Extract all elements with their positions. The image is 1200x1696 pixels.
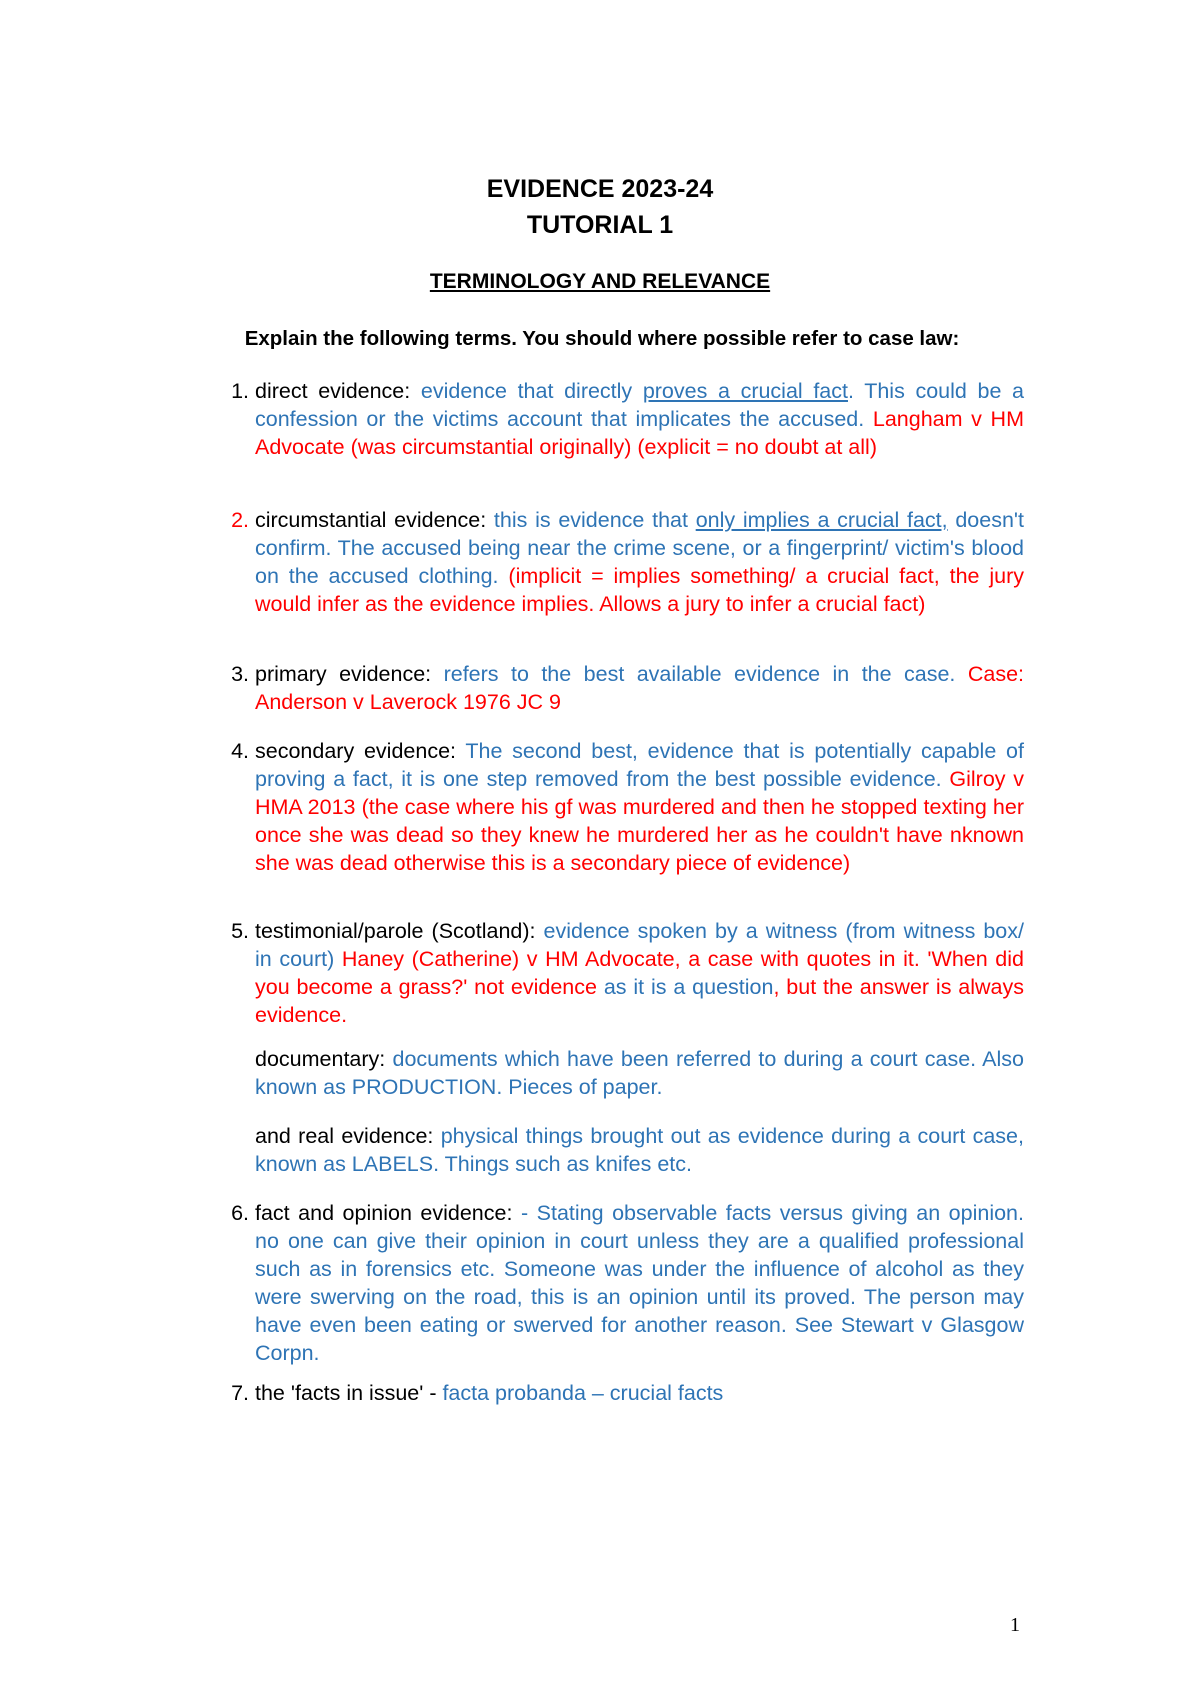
term-label: fact and opinion evidence: — [255, 1201, 521, 1225]
item-number: 2. — [231, 508, 249, 532]
item-number: 4. — [231, 739, 249, 763]
term-label: documentary: — [255, 1047, 393, 1071]
list-item-direct-evidence — [231, 377, 1024, 461]
list-item-secondary-evidence — [231, 737, 1024, 877]
case-note: Haney (Catherine) v HM Advocate, a case with quotes in it. 'When did you become a grass?' not evidence — [255, 947, 1024, 999]
answer-text: . This could be a confession or the victims account that implicates the accused. — [255, 379, 1024, 431]
tutorial-heading: TUTORIAL 1 — [526, 211, 674, 239]
term-label: testimonial/parole (Scotland): — [255, 919, 544, 943]
answer-text: doesn't confirm. The accused being near the crime scene, or a fingerprint/ victim's blood on the accused clothing. — [255, 508, 1024, 588]
list-item-facts-in-issue — [231, 1379, 1024, 1407]
list-item-documentary-evidence — [255, 1045, 1024, 1101]
answer-text: this is evidence that — [493, 508, 696, 532]
answer-text: refers to the best available evidence in the case. — [443, 662, 956, 686]
item-number: 3. — [231, 662, 249, 686]
document-title: EVIDENCE 2023-24 — [486, 175, 714, 203]
answer-text: evidence spoken by a witness (from witness box/ in court) — [255, 919, 1024, 971]
answer-text: The second best, evidence that is potentially capable of proving a fact, it is one step removed from the best possible evidence. — [255, 739, 1024, 791]
term-label: circumstantial evidence: — [255, 508, 494, 532]
item-number: 5. — [231, 919, 249, 943]
list-item-primary-evidence — [231, 660, 1025, 716]
term-label: the 'facts in issue' - — [255, 1381, 443, 1405]
list-item-real-evidence — [255, 1122, 1024, 1178]
answer-text: documents which have been referred to during a court case. Also known as PRODUCTION. Pieces of paper. — [255, 1047, 1024, 1099]
item-number: 7. — [231, 1381, 249, 1405]
term-label: primary evidence: — [255, 662, 444, 686]
answer-text: evidence that directly — [420, 379, 643, 403]
list-item-fact-and-opinion — [231, 1199, 1024, 1367]
case-note: Langham v HM Advocate (was circumstantial originally) (explicit = no doubt at all) — [255, 407, 1024, 459]
item-number: 6. — [231, 1201, 249, 1225]
instruction-text: Explain the following terms. You should where possible refer to case law: — [244, 327, 960, 350]
case-note: , but the answer is always evidence. — [255, 975, 1025, 1027]
list-item-circumstantial-evidence — [231, 506, 1024, 618]
answer-text: - Stating observable facts versus giving an opinion. no one can give their opinion in court unless they are a qualified professional such as in forensics etc. Someone was under the influence of alcohol as they were swerving on the road, this is an opinion until its proved. The person may have even been eating or swerved for another reason. See Stewart v Glasgow Corpn. — [255, 1201, 1024, 1365]
answer-underlined-text: only implies a crucial fact, — [695, 508, 948, 532]
case-note: Gilroy v HMA 2013 (the case where his gf was murdered and then he stopped texting her once she was dead so they knew he murdered her as he couldn't have nknown she was dead otherwise this is a secondary piece of evidence) — [255, 767, 1024, 875]
answer-text: physical things brought out as evidence during a court case, known as LABELS. Things such as knifes etc. — [255, 1124, 1024, 1176]
list-item-testimonial-evidence — [231, 917, 1025, 1029]
answer-text: facta probanda – crucial facts — [442, 1381, 724, 1405]
term-label: and real evidence: — [255, 1124, 441, 1148]
page-number: 1 — [1010, 1614, 1020, 1636]
case-note: (implicit = implies something/ a crucial fact, the jury would infer as the evidence implies. Allows a jury to infer a crucial fact) — [255, 564, 1024, 616]
case-note: Case: Anderson v Laverock 1976 JC 9 — [255, 662, 1025, 714]
term-label: secondary evidence: — [255, 739, 466, 763]
term-label: direct evidence: — [255, 379, 421, 403]
answer-text: as it is a question — [603, 975, 774, 999]
section-subtitle: TERMINOLOGY AND RELEVANCE — [429, 270, 771, 293]
item-number: 1. — [231, 379, 249, 403]
answer-underlined-text: proves a crucial fact — [642, 379, 848, 403]
